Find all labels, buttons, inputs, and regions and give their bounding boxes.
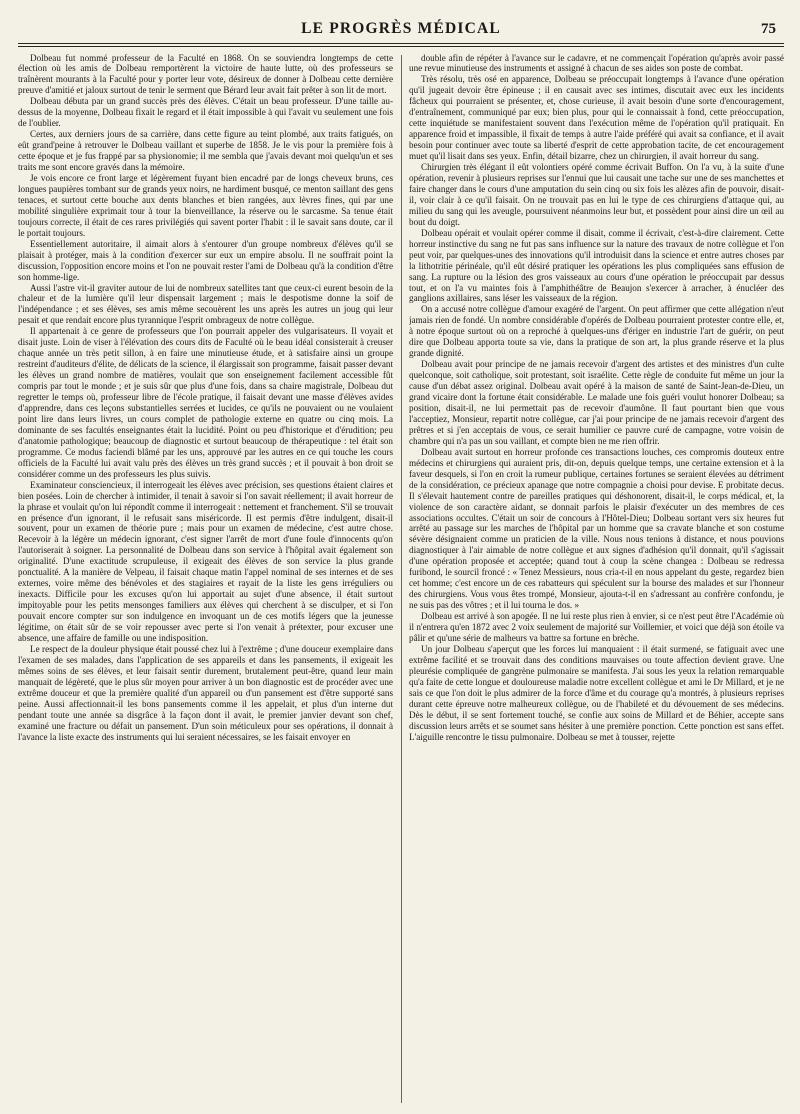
paragraph: Dolbeau fut nommé professeur de la Faculté en 1868. On se souviendra longtemps de cette élection où les amis de Dolbeau remportèrent la victoire de haute lutte, où des professeurs se traînèrent mourants à la Faculté pour y porter leur vote, désireux de donner à Dolbeau cette dernière preuve d'amitié et jaloux surtout de tenir le serment que Bérard leur avait fait prêter à son lit de mort.: [18, 52, 393, 96]
paragraph: double afin de répéter à l'avance sur le cadavre, et ne commençait l'opération qu'après avoir passé une revue minutieuse des instruments et assigné à chacun de ses aides son poste de combat.: [409, 52, 784, 74]
masthead: [18, 18, 784, 40]
paragraph: Dolbeau avait pour principe de ne jamais recevoir d'argent des artistes et des ministres d'un culte quelconque, soit catholique, soit protestant, soit israélite. Cette règle de conduite fut même un jour la cause d'un débat assez original. Dolbeau avait opéré à la maison de santé de Saint-Jean-de-Dieu, un grand vicaire dont la fortune était considérable. Le malade une fois guéri voulut honorer Dolbeau; sa position, disait-il, ne lui permettait pas de recevoir d'aumône. Il faut pourtant bien que vous l'acceptiez, Monsieur, repartit notre collègue, car j'ai pour principe de ne jamais recevoir d'argent des prêtres et si j'en acceptais de vous, ce serait humilier ce pauvre curé de campagne, votre voisin de chambre qui n'a pas un sou vaillant, et compte bien ne me rien offrir.: [409, 359, 784, 446]
left-column: [18, 53, 393, 1105]
paragraph: Essentiellement autoritaire, il aimait alors à s'entourer d'un groupe nombreux d'élèves qu'il se plaisait à protéger, mais à la condition d'exercer sur eux un empire absolu. Il ne souffrait point la discussion, l'opposition encore moins et l'on ne pouvait rester l'ami de Dolbeau qu'à la condition d'être son homme-lige.: [18, 238, 393, 282]
paragraph: Examinateur consciencieux, il interrogeait les élèves avec précision, ses questions étaient claires et bien posées. Loin de chercher à intimider, il tenait à savoir si l'on savait réellement; il avait horreur de la phrase et voulait qu'on lui répondît comme il interrogeait : nettement et franchement. S'il se trouvait en présence d'un ignorant, il le refusait sans miséricorde. Il est permis d'être indulgent, disait-il souvent, pour un examen de théorie pure ; mais pour un examen de médecine, c'est autre chose. Recevoir à la légère un médecin ignorant, c'est signer l'arrêt de mort d'une foule d'innocents qu'on l'autoriserait à soigner. La personnalité de Dolbeau dans son service à l'hôpital avait également son originalité. D'une exactitude scrupuleuse, il exigeait des élèves de son service la plus grande ponctualité. A la manière de Velpeau, il faisait chaque matin l'appel nominal de ses internes et de ses externes, voire même des bénévoles et des stagiaires et rayait de la liste les gens irréguliers ou inexacts. Difficile pour les excuses qu'on lui apportait au sujet d'une absence, il était surtout impitoyable pour les petits mensonges familiers aux élèves qui cherchent à se disculper, et si l'on pouvait encore compter sur son indulgence en invoquant un de ces motifs légers que la jeunesse légitime, on était sûr de se voir repousser avec perte si l'on venait à prétexter, pour excuser une absence, une affaire de famille ou une indisposition.: [18, 479, 393, 644]
paragraph: Dolbeau est arrivé à son apogée. Il ne lui reste plus rien à envier, si ce n'est peut être l'Académie où il n'entrera qu'en 1872 avec 2 voix seulement de majorité sur Voillemier, et voici que déjà son étoile va pâlir et qu'une série de malheurs va battre sa fortune en brèche.: [409, 611, 784, 644]
paragraph: Un jour Dolbeau s'aperçut que les forces lui manquaient : il était surmené, se fatiguait avec une extrême facilité et se trouvait dans des conditions mauvaises ou toute affection devient grave. Une pleurésie compliquée de gangrène pulmonaire se manifesta. J'ai sous les yeux la relation remarquable qu'a faite de cette longue et douloureuse maladie notre excellent collègue et ami le Dr Millard, et je ne sais ce que l'on doit le plus admirer de la force d'âme et du courage qu'a montrés, à plusieurs reprises durant cette épreuve notre malheureux collègue, ou de l'habileté et du dévouement de ses médecins. Dès le début, il se sent fortement touché, se confie aux soins de Millard et de Béhier, accepte sans discussion leurs arrêts et se soumet sans hésiter à une première ponction. Cette ponction est sans effet. L'aiguille rencontre le tissu pulmonaire. Dolbeau se met à tousser, rejette: [409, 643, 784, 742]
paragraph: Je vois encore ce front large et légèrement fuyant bien encadré par de longs cheveux bruns, ces longues paupières tombant sur de grands yeux noirs, ne hardiment busqué, ce menton saillant des gens tenaces, et surtout cette bouche aux dents blanches et bien rangées, aux lèvres fines, qui par une mobilité singulière exprimait tour à tour la bienveillance, la réserve ou le sarcasme. Sa tenue était toujours correcte, il était de ces rares privilégiés qui savent porter l'habit : il le savait sans doute, car il le portait toujours.: [18, 172, 393, 238]
paragraph: Dolbeau débuta par un grand succès près des élèves. C'était un beau professeur. D'une taille au-dessus de la moyenne, Dolbeau fixait le regard et il était impossible à qui l'avait vu seulement une fois de l'oublier.: [18, 96, 393, 129]
paragraph: Chirurgien très élégant il eût volontiers opéré comme écrivait Buffon. On l'a vu, à la suite d'une opération, revenir à plusieurs reprises sur l'ennui que lui causait une tache sur une de ses manchettes et faire changer dans le cours d'une amputation du sein cinq ou six fois les alèzes afin de pouvoir, disait-il, voir clair à ce qu'il faisait. On ne trouvait pas en lui le type de ces chirurgiens d'attaque qui, au milieu du sang qui les aveugle, poursuivent néanmoins leur but, et possèdent pour ainsi dire un œil au bout du doigt.: [409, 162, 784, 227]
paragraph: Très résolu, très osé en apparence, Dolbeau se préoccupait longtemps à l'avance d'une opération qu'il jugeait devoir être épineuse ; il en causait avec ses intimes, discutait avec eux les incidents fâcheux qui pourraient se présenter, et, chose curieuse, il avait besoin d'une sorte d'encouragement, d'entraînement, communiqué par eux; bien plus, pour qui le connaissait à fond, cette préoccupation, cette inquiétude se manifestaient souvent dans l'exécution même de l'opération qu'il pratiquait. En apparence froid et impassible, il fixait de temps à autre l'aide préféré qui avait sa confiance, et il avait besoin pour continuer avec toute sa liberté d'esprit de cette approbation tacite, de cet encouragement muet qu'il lisait dans ses yeux. Enfin, détail bizarre, chez un chirurgien, il avait horreur du sang.: [409, 74, 784, 162]
paragraph: Le respect de la douleur physique était poussé chez lui à l'extrême ; d'une douceur exemplaire dans l'examen de ses malades, dans l'application de ses appareils et dans les pansements, il exigeait les mêmes soins de ses élèves, et leur faisait sentir durement, brutalement peut-être, quand leur main manquait de légèreté, que le plus sûr moyen pour arriver à un bon diagnostic est de procéder avec une extrême douceur et que la première qualité d'un appareil ou d'un pansement est d'être supporté sans peine. Aussi affectionnait-il les bons pansements comme il les appelait, et plus d'un interne dut pendant toute une année sa disgrâce à la façon dont il avait, le premier janvier devant son chef, examiné une fracture ou défait un pansement. D'un soin méticuleux pour ses opérations, il donnait à l'avance la liste exacte des instruments qui lui seraient nécessaires, se les faisait envoyer en: [18, 643, 393, 742]
header-rule: [18, 43, 784, 47]
column-divider: [401, 55, 402, 1103]
journal-title: LE PROGRÈS MÉDICAL: [301, 20, 501, 37]
right-column: [409, 53, 784, 1105]
page-number: 75: [761, 21, 776, 37]
paragraph: Certes, aux derniers jours de sa carrière, dans cette figure au teint plombé, aux traits fatigués, on eût grand'peine à retrouver le Dolbeau vaillant et superbe de 1858. Je le vis pour la première fois à cette époque et je fus frappé par sa physionomie; il me sembla que j'avais devant moi quelqu'un et ses traits me sont encore gravés dans la mémoire.: [18, 129, 393, 173]
paragraph: Il appartenait à ce genre de professeurs que l'on pourrait appeler des vulgarisateurs. Il voyait et disait juste. Loin de viser à l'élévation des cours dits de Faculté où le beau idéal consisterait à creuser chaque année un très petit sillon, à en faire une minutieuse étude, et à satisfaire ainsi un groupe restreint d'auditeurs d'élite, de délicats de la science, il élargissait son programme, faisait passer devant les élèves un grand nombre de matières, voulait que son enseignement facilement accessible fût compris par tout le monde ; et je suis sûr que plus d'une fois, dans sa chaire magistrale, Dolbeau dut regretter le temps où, professeur libre de l'école pratique, il faisait devant une masse d'élèves avides d'apprendre, dans ces leçons substantielles serrées et lucides, ce qu'ils ne pouvaient ou ne voulaient point lire dans leurs livres, un cours complet de pathologie externe en quatre ou cinq mois. La dominante de ses facultés enseignantes était la lucidité. Point ou peu d'historique et d'érudition; peu d'anatomie pathologique; beaucoup de diagnostic et surtout beaucoup de thérapeutique : tel était son programme. Ce modus faciendi blâmé par les uns, approuvé par les autres en ce qui touche les cours officiels de la Faculté lui avait valu près des élèves un très grand succès ; et il pouvait à bon droit se considérer comme un des professeurs les plus suivis.: [18, 326, 393, 479]
article-columns: [18, 53, 784, 1105]
paragraph: Aussi l'astre vit-il graviter autour de lui de nombreux satellites tant que ceux-ci eurent besoin de la chaleur et de la lumière qu'il leur dispensait largement ; mais le despotisme donne la soif de l'indépendance ; et ses élèves, ses amis même secouèrent les uns après les autres un joug qui leur pesait et que rendait encore plus tyrannique l'esprit ombrageux de notre collègue.: [18, 282, 393, 326]
paragraph: On a accusé notre collègue d'amour exagéré de l'argent. On peut affirmer que cette allégation n'eut jamais rien de fondé. Un nombre considérable d'opérés de Dolbeau pourraient protester contre elle, et, à notre époque surtout où on a reproché à quelques-uns d'ériger en industrie l'art de guérir, on peut dire que Dolbeau apporta toute sa vie, dans la pratique de son art, la plus grande réserve et la plus grande dignité.: [409, 304, 784, 359]
paragraph: Dolbeau avait surtout en horreur profonde ces transactions louches, ces compromis douteux entre médecins et chirurgiens qui auraient pris, dit-on, depuis quelque temps, une certaine extension et à la faveur desquels, si l'on en croit la rumeur publique, certaines fortunes se seraient élevées au détriment de la considération, ce précieux apanage que notre compagnie a choisi pour devise. E probitate decus. Il s'élevait hautement contre de pareilles pratiques qui déshonorent, disait-il, le corps médical, et, la violence de son caractère aidant, se donnait parfois le plaisir d'exécuter un des membres de ces associations occultes. C'était un soir de concours à l'Hôtel-Dieu; Dolbeau sortant vers six heures fut arrêté au passage sur les marches de l'hôpital par un homme que sa cravate blanche et son costume sévère désignaient comme un praticien de la ville. Nous nous tenions à distance, et nous pouvions diagnostiquer à l'air aimable de notre collègue et aux signes d'adhésion qu'il donnait, qu'il s'agissait d'une opération proposée et acceptée; quand tout à coup la scène changea : Dolbeau se redressa furibond, le sourcil froncé : « Tenez Messieurs, nous cria-t-il en nous appelant du geste, regardez bien cet homme; c'est encore un de ces rabatteurs qui spéculent sur la bourse des malades et sur l'honneur des chirurgiens. Vous vous êtes trompé, Monsieur, ajouta-t-il en s'adressant au confrère confondu, je ne suis pas des vôtres ; et il lui tourna le dos. »: [409, 446, 784, 611]
paragraph: Dolbeau opérait et voulait opérer comme il disait, comme il écrivait, c'est-à-dire clairement. Cette horreur instinctive du sang ne fut pas sans influence sur la nature des travaux de notre collègue et l'on peut voir, par quelques-unes des innovations qu'il introduisit dans la science et entre autres choses par la lithotritie périnéale, qu'il eût désiré pratiquer les opérations les plus compliquées sans effusion de sang. La rupture ou la lésion des gros vaisseaux au cours d'une opération le préoccupait par dessus tout, et on l'a vu maintes fois à l'amphithéâtre de Beaujon s'exercer à arracher, à énucléer des ganglions axillaires, sans léser les vaisseaux de la région.: [409, 227, 784, 304]
